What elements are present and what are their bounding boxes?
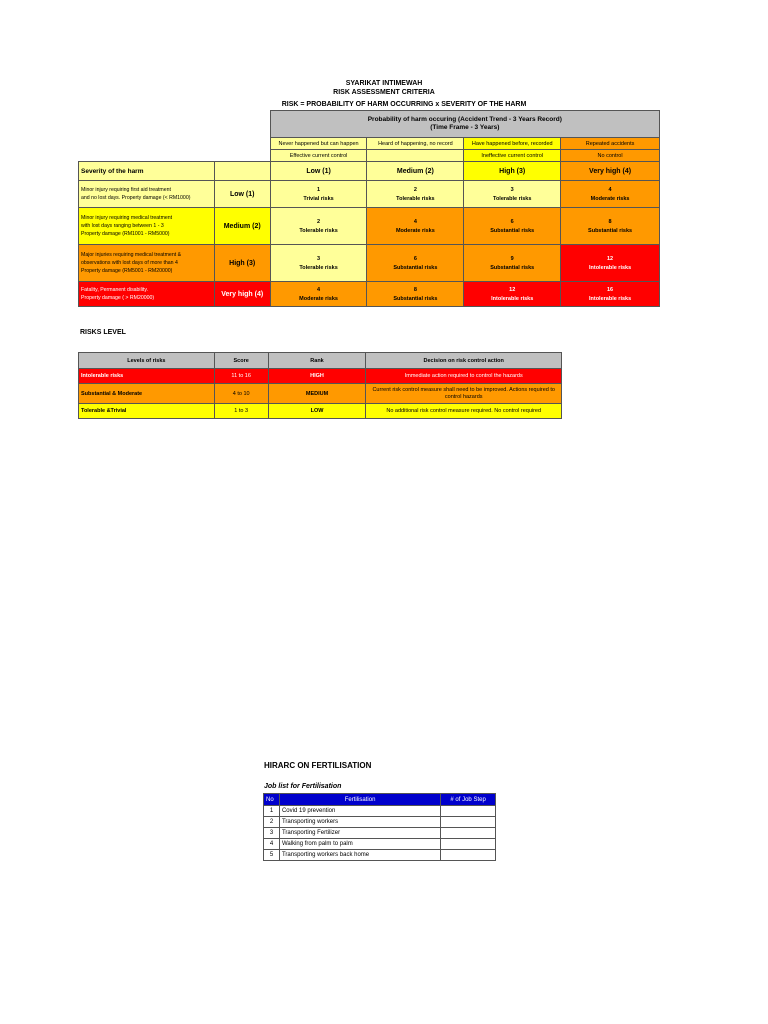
prob-desc-3: Have happened before, recorded <box>464 138 561 150</box>
job-name: Walking from palm to palm <box>279 839 440 850</box>
blank-cell <box>79 150 215 162</box>
severity-level-low: Low (1) <box>214 181 270 208</box>
risk-cell <box>270 208 367 245</box>
risk-score: 8 <box>413 286 417 293</box>
risk-level-rank: LOW <box>268 404 366 419</box>
probability-header <box>270 111 659 138</box>
severity-desc-line: Minor injury requiring first aid treatment <box>81 187 171 193</box>
col-header-score: Score <box>214 353 268 369</box>
risk-label: Intolerable risks <box>491 295 534 302</box>
severity-desc-line: with lost days ranging between 1 - 3 <box>81 223 164 229</box>
severity-desc-line: Property damage (RM5001 - RM20000) <box>81 268 173 274</box>
risk-cell <box>561 282 660 307</box>
risk-score: 12 <box>509 286 516 293</box>
table-row[interactable] <box>264 828 496 839</box>
risk-level-score: 11 to 16 <box>214 369 268 384</box>
probability-timeframe: (Time Frame - 3 Years) <box>430 124 500 131</box>
risk-cell <box>464 181 561 208</box>
risk-score: 2 <box>317 218 321 225</box>
risks-level-table <box>78 352 562 419</box>
severity-desc-line: Minor injury requiring medical treatment <box>81 215 173 221</box>
job-steps <box>441 828 496 839</box>
risk-score: 3 <box>317 255 321 262</box>
job-steps <box>441 850 496 861</box>
control-desc-3: Ineffective current control <box>464 150 561 162</box>
job-no: 2 <box>264 817 280 828</box>
risk-cell <box>561 245 660 282</box>
prob-desc-2: Heard of happening, no record <box>367 138 464 150</box>
risk-score: 2 <box>413 186 417 193</box>
control-desc-2 <box>367 150 464 162</box>
blank-cell <box>79 138 215 150</box>
risk-formula: RISK = PROBABILITY OF HARM OCCURRING x SEVERITY OF THE HARM <box>281 101 527 108</box>
col-header-levels: Levels of risks <box>79 353 215 369</box>
risk-level-score: 1 to 3 <box>214 404 268 419</box>
blank-cell <box>79 111 215 138</box>
risk-label: Substantial risks <box>490 227 535 234</box>
risk-cell <box>464 282 561 307</box>
severity-level-very-high: Very high (4) <box>214 282 270 307</box>
risk-level-decision: No additional risk control measure required. No control required <box>366 404 562 419</box>
risk-label: Tolerable risks <box>299 227 338 234</box>
table-row[interactable] <box>264 817 496 828</box>
job-steps <box>441 806 496 817</box>
risk-cell <box>367 245 464 282</box>
prob-level-low: Low (1) <box>270 162 367 181</box>
risk-level-name: Intolerable risks <box>79 369 215 384</box>
prob-level-high: High (3) <box>464 162 561 181</box>
job-steps <box>441 839 496 850</box>
blank-cell <box>214 111 270 138</box>
job-name: Transporting Fertilizer <box>279 828 440 839</box>
severity-desc-line: Property damage ( > RM20000) <box>81 295 155 301</box>
severity-header: Severity of the harm <box>79 162 215 181</box>
hirarc-subtitle: Job list for Fertilisation <box>264 783 342 790</box>
risk-cell <box>270 181 367 208</box>
job-steps <box>441 817 496 828</box>
risk-level-rank: MEDIUM <box>268 384 366 404</box>
risk-score: 12 <box>607 255 614 262</box>
table-row[interactable] <box>264 839 496 850</box>
risk-cell <box>367 282 464 307</box>
risk-score: 8 <box>608 218 612 225</box>
company-name: SYARIKAT INTIMEWAH <box>345 80 423 87</box>
severity-desc-line: Property damage (RM1001 - RM5000) <box>81 231 170 237</box>
prob-level-medium: Medium (2) <box>367 162 464 181</box>
job-name: Covid 19 prevention <box>279 806 440 817</box>
severity-desc-low <box>79 181 215 208</box>
prob-desc-1: Never happened but can happen <box>270 138 367 150</box>
risk-cell <box>270 282 367 307</box>
document-subtitle: RISK ASSESSMENT CRITERIA <box>333 89 435 96</box>
col-header-decision: Decision on risk control action <box>366 353 562 369</box>
col-header-no: No <box>264 794 280 806</box>
risk-label: Moderate risks <box>590 195 630 202</box>
risk-cell <box>561 208 660 245</box>
risk-score: 16 <box>607 286 614 293</box>
blank-cell <box>214 138 270 150</box>
risk-score: 3 <box>510 186 514 193</box>
severity-desc-line: observations with lost days of more than 4 <box>81 260 178 266</box>
risk-label: Moderate risks <box>395 227 435 234</box>
severity-desc-line: and no lost days. Property damage (< RM1000) <box>81 195 191 201</box>
col-header-fertilisation: Fertilisation <box>279 794 440 806</box>
severity-desc-medium <box>79 208 215 245</box>
risk-label: Intolerable risks <box>588 264 632 271</box>
risk-cell <box>464 208 561 245</box>
risk-label: Substantial risks <box>393 264 438 271</box>
severity-level-medium: Medium (2) <box>214 208 270 245</box>
job-no: 5 <box>264 850 280 861</box>
probability-title: Probability of harm occuring (Accident Trend - 3 Years Record) <box>367 116 562 123</box>
risk-score: 6 <box>510 218 514 225</box>
prob-desc-4: Repeated accidents <box>561 138 660 150</box>
risk-label: Substantial risks <box>393 295 438 302</box>
risk-score: 1 <box>317 186 321 193</box>
risk-cell <box>367 181 464 208</box>
risk-level-score: 4 to 10 <box>214 384 268 404</box>
risk-score: 6 <box>413 255 417 262</box>
risk-label: Substantial risks <box>490 264 535 271</box>
risk-label: Moderate risks <box>299 295 338 302</box>
risk-score: 9 <box>510 255 514 262</box>
job-list-table <box>263 793 496 861</box>
table-row[interactable] <box>264 850 496 861</box>
risk-cell <box>367 208 464 245</box>
table-row[interactable] <box>264 806 496 817</box>
col-header-job-steps: # of Job Step <box>441 794 496 806</box>
risk-label: Tolerable risks <box>493 195 532 202</box>
severity-desc-line: Major injuries requiring medical treatment & <box>81 252 182 258</box>
risk-score: 4 <box>608 186 612 193</box>
job-name: Transporting workers back home <box>279 850 440 861</box>
job-no: 3 <box>264 828 280 839</box>
blank-cell <box>214 150 270 162</box>
risk-level-name: Substantial & Moderate <box>79 384 215 404</box>
risk-level-name: Tolerable &Trivial <box>79 404 215 419</box>
risk-cell <box>561 181 660 208</box>
severity-desc-very-high <box>79 282 215 307</box>
risk-cell <box>464 245 561 282</box>
risk-label: Tolerable risks <box>396 195 435 202</box>
risk-matrix-table <box>78 110 660 307</box>
risks-level-title: RISKS LEVEL <box>80 329 126 336</box>
risk-score: 4 <box>317 286 321 293</box>
col-header-rank: Rank <box>268 353 366 369</box>
control-desc-1: Effective current control <box>270 150 367 162</box>
job-no: 4 <box>264 839 280 850</box>
job-no: 1 <box>264 806 280 817</box>
risk-label: Trivial risks <box>303 195 334 202</box>
hirarc-title: HIRARC ON FERTILISATION <box>264 761 372 770</box>
risk-cell <box>270 245 367 282</box>
severity-level-high: High (3) <box>214 245 270 282</box>
control-desc-4: No control <box>561 150 660 162</box>
risk-label: Intolerable risks <box>588 295 632 302</box>
risk-label: Tolerable risks <box>299 264 338 271</box>
risk-level-decision: Current risk control measure shall need to be improved. Actions required to control hazards <box>366 384 562 404</box>
risk-level-decision: Immediate action required to control the hazards <box>366 369 562 384</box>
severity-desc-high <box>79 245 215 282</box>
severity-desc-line: Fatality, Permanent disability. <box>81 287 148 293</box>
job-name: Transporting workers <box>279 817 440 828</box>
risk-level-rank: HIGH <box>268 369 366 384</box>
risk-label: Substantial risks <box>588 227 633 234</box>
prob-level-very-high: Very high (4) <box>561 162 660 181</box>
risk-score: 4 <box>413 218 417 225</box>
blank-cell <box>214 162 270 181</box>
